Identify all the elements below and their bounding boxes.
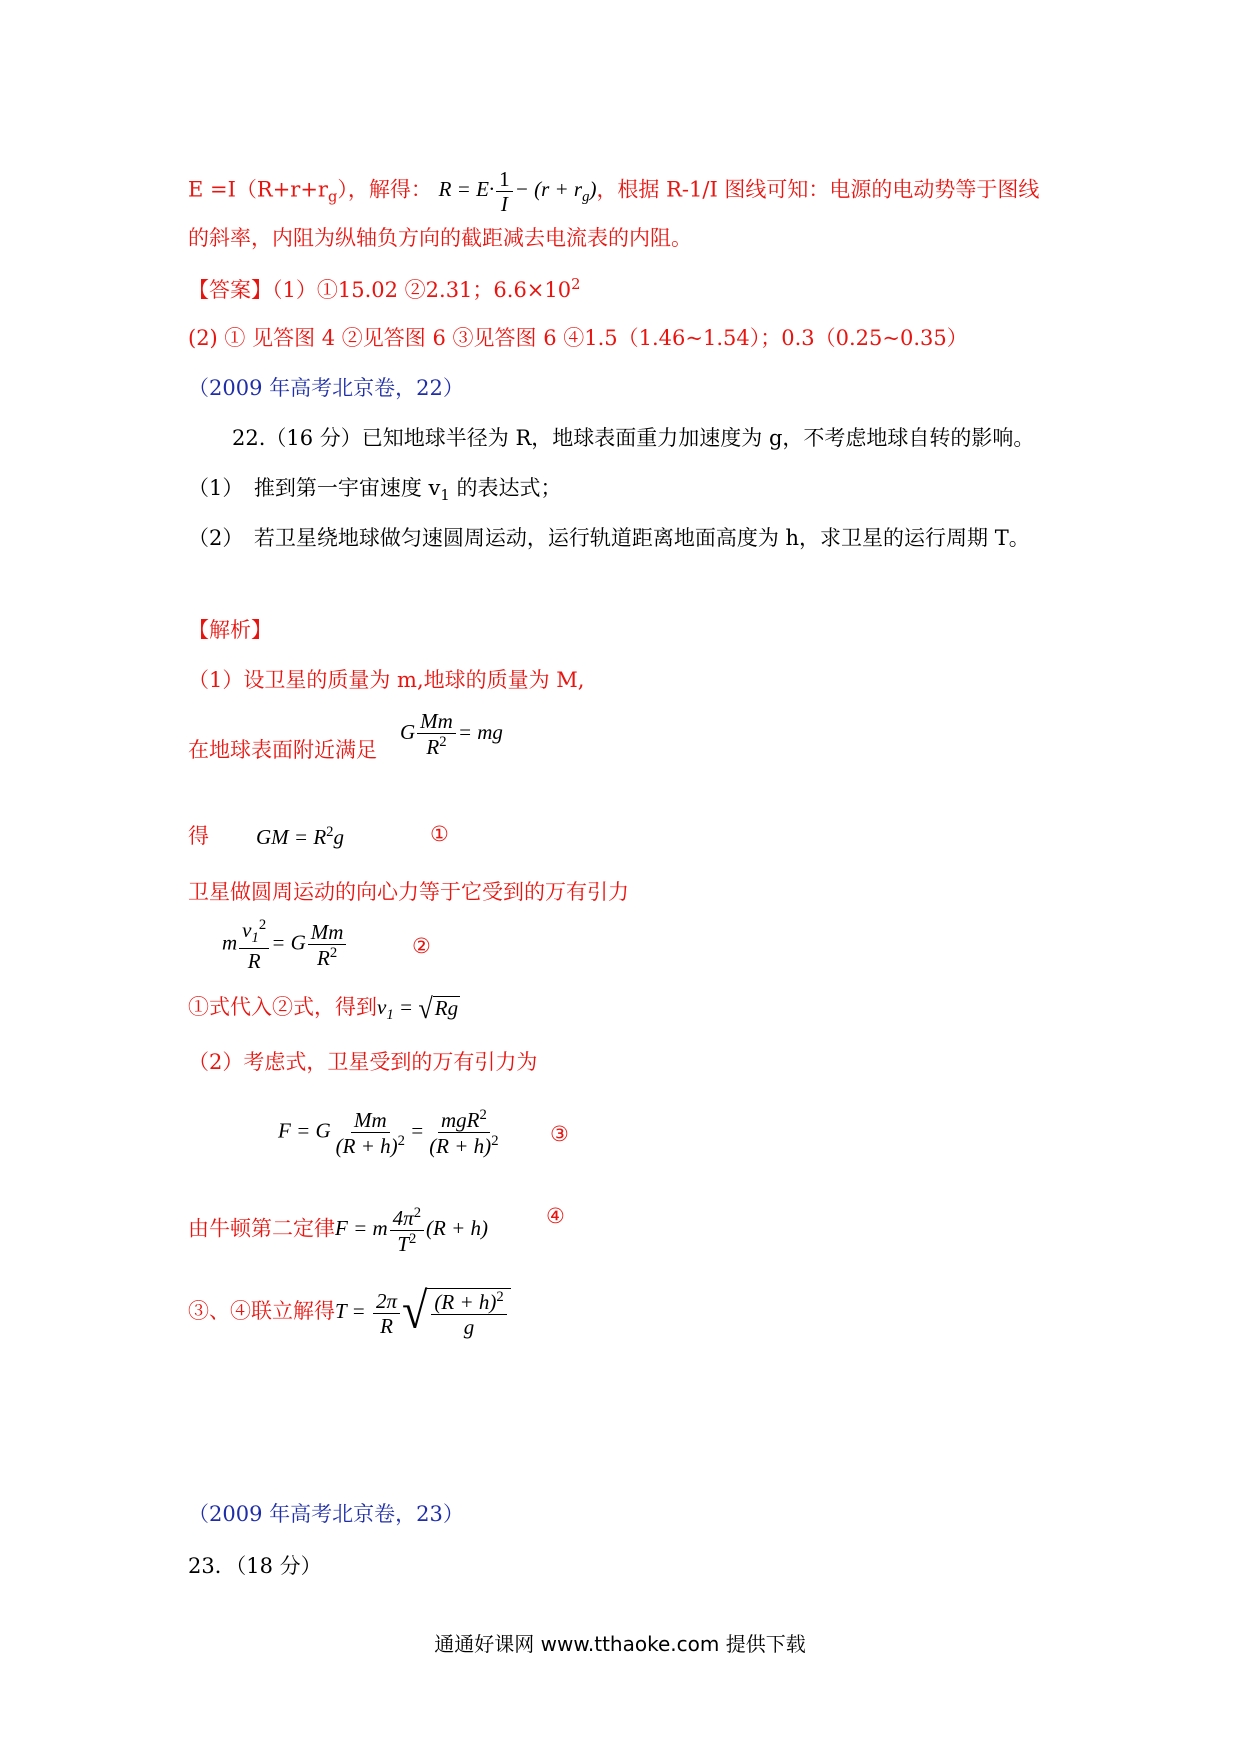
analysis-centripetal: 卫星做圆周运动的向心力等于它受到的万有引力 <box>188 880 629 904</box>
formula-gm-r2g: GM = $R^2g$ <box>256 824 345 849</box>
marker-2: ② <box>412 934 431 958</box>
analysis-surface-condition: 在地球表面附近满足 <box>188 738 377 762</box>
formula-period-t: T = $\frac{2\pi}{R}$ √ $\frac{(R + h)^2}{g}$ <box>335 1299 511 1323</box>
line-answer-2: (2) ① 见答图 4 ②见答图 6 ③见答图 6 ④1.5（1.46~1.54）；0.3（0.25~0.35） <box>188 326 968 350</box>
formula-gravity-force: F = G $\frac{Mm}{(R + h)^2}$ = $\frac{mgR^2}{(R + h)^2}$ <box>278 1107 499 1159</box>
source-label-23: （2009 年高考北京卷，23） <box>188 1502 464 1526</box>
analysis-newton: 由牛顿第二定律F = m $\frac{4\pi^2}{T^2}$ (R + h) <box>188 1205 489 1257</box>
formula-newton-second-law: F = m $\frac{4\pi^2}{T^2}$ (R + h) <box>335 1205 489 1257</box>
analysis-solve-t: ③、④联立解得T = $\frac{2\pi}{R}$ √ $\frac{(R + h)^2}{g}$ <box>188 1288 511 1338</box>
line-answer-1: 【答案】（1）①15.02 ②2.31；$6.6\times 10^2$ <box>188 276 581 302</box>
question-23: 23．（18 分） <box>188 1554 322 1578</box>
analysis-heading: 【解析】 <box>188 618 272 642</box>
page-footer: 通通好课网 www.tthaoke.com 提供下载 <box>434 1632 806 1656</box>
analysis-part-2-intro: （2）考虑式，卫星受到的万有引力为 <box>188 1050 538 1074</box>
formula-r-e-over-i: R = E· $\frac{1}{I}$ − $(r + r_g)$ <box>438 167 597 217</box>
line-slope-explanation: 的斜率，内阻为纵轴负方向的截距减去电流表的内阻。 <box>188 226 692 250</box>
source-label-22: （2009 年高考北京卷，22） <box>188 376 464 400</box>
formula-mv2-r: m $\frac{v_1^2}{R}$ = G $\frac{Mm}{R^2}$ <box>222 918 348 972</box>
formula-v1-sqrt-rg: $v_1$ = √ Rg <box>377 992 459 1025</box>
formula-gmm-r2-mg: G $\frac{Mm}{R^2}$ = mg <box>400 709 503 760</box>
line-solution-formula: $E =I(R+r+r_g)$，解得： R = E· $\frac{1}{I}$ − $(r + r_g)$，根据 R-1/I 图线可知：电源的电动势等于图线 <box>188 167 1040 217</box>
question-22-part-2: （2） 若卫星绕地球做匀速圆周运动，运行轨道距离地面高度为 h，求卫星的运行周期 T。 <box>188 526 1030 550</box>
marker-3: ③ <box>550 1122 569 1146</box>
analysis-part-1-intro: （1）设卫星的质量为 m,地球的质量为 M, <box>188 668 585 692</box>
marker-4: ④ <box>546 1204 565 1228</box>
question-22-part-1: （1） 推到第一宇宙速度 $v_1$ 的表达式； <box>188 476 562 505</box>
question-22: 22.（16 分）已知地球半径为 R，地球表面重力加速度为 g，不考虑地球自转的影响。 <box>232 426 1035 450</box>
marker-1: ① <box>430 822 449 846</box>
analysis-substitute: ①式代入②式，得到$v_1$ = √ Rg <box>188 992 459 1025</box>
label-de: 得 <box>188 824 209 848</box>
